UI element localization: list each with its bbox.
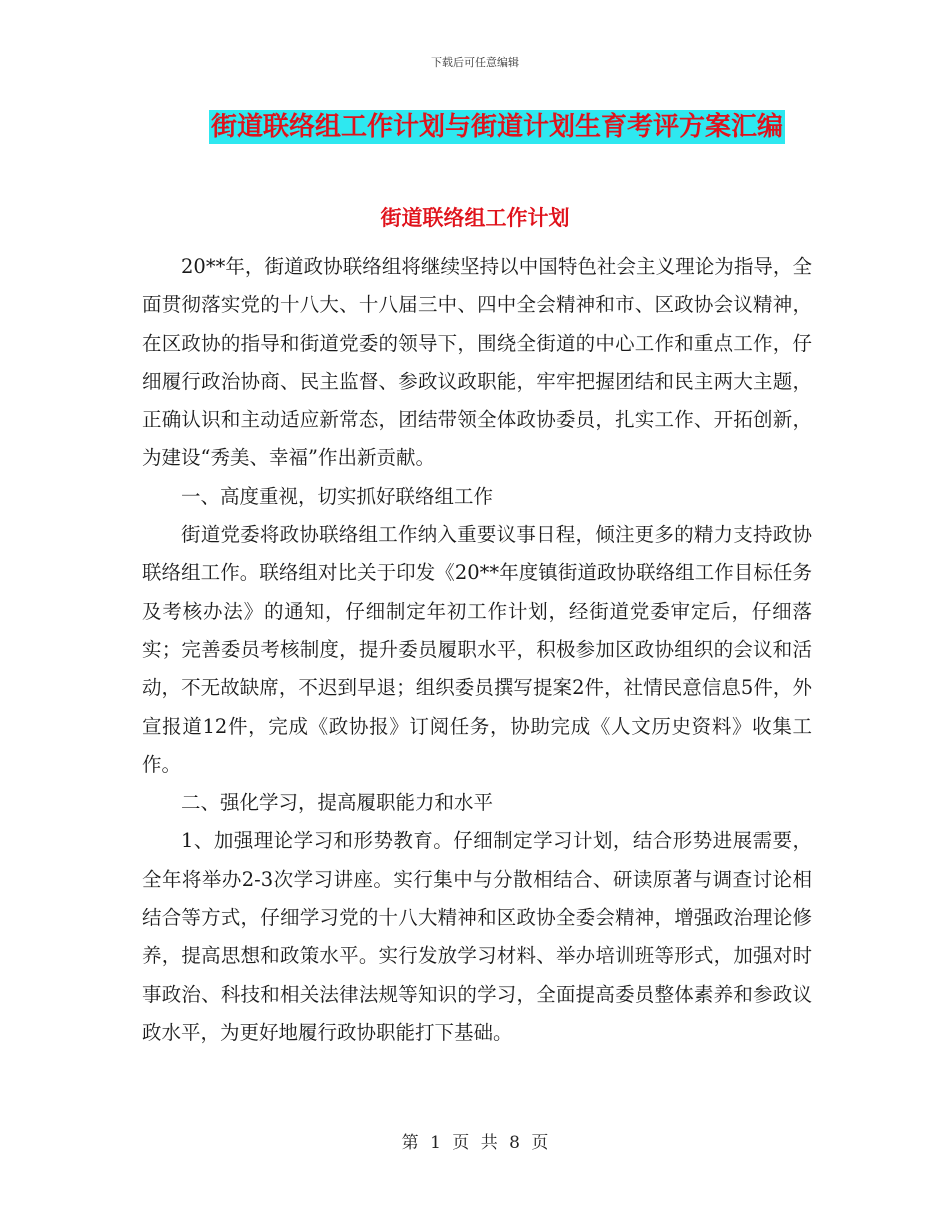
document-body — [142, 248, 812, 1052]
heading-section-2: 二、强化学习，提高履职能力和水平 — [181, 791, 494, 815]
header-note: 下载后可任意编辑 — [431, 56, 519, 69]
paragraph-section-2-item-1: 1、加强理论学习和形势教育。仔细制定学习计划，结合形势进展需要，全年将举办2-3次学习讲座。实行集中与分散相结合、研读原著与调查讨论相结合等方式，仔细学习党的十八大精神和区政协全委会精神，增强政治理论修养，提高思想和政策水平。实行发放学习材料、举办培训班等形式，加强对时事政治、科技和相关法律法规等知识的学习，全面提高委员整体素养和参政议政水平，为更好地履行政协职能打下基础。 — [142, 829, 812, 1044]
document-title: 街道联络组工作计划与街道计划生育考评方案汇编 — [210, 112, 783, 142]
page-number-footer: 第 1 页 共 8 页 — [401, 1133, 549, 1153]
section-title: 街道联络组工作计划 — [380, 205, 570, 230]
paragraph-section-1: 街道党委将政协联络组工作纳入重要议事日程，倾注更多的精力支持政协联络组工作。联络组对比关于印发《20**年度镇街道政协联络组工作目标任务及考核办法》的通知，仔细制定年初工作计划，经街道党委审定后，仔细落实；完善委员考核制度，提升委员履职水平，积极参加区政协组织的会议和活动，不无故缺席，不迟到早退；组织委员撰写提案2件，社情民意信息5件，外宣报道12件，完成《政协报》订阅任务，协助完成《人文历史资料》收集工作。 — [142, 523, 812, 776]
main-title-container — [0, 110, 950, 144]
heading-section-1: 一、高度重视，切实抓好联络组工作 — [181, 484, 494, 508]
paragraph-intro: 20**年，街道政协联络组将继续坚持以中国特色社会主义理论为指导，全面贯彻落实党的十八大、十八届三中、四中全会精神和市、区政协会议精神，在区政协的指导和街道党委的领导下，围绕全街道的中心工作和重点工作，仔细履行政治协商、民主监督、参政议政职能，牢牢把握团结和民主两大主题，正确认识和主动适应新常态，团结带领全体政协委员，扎实工作、开拓创新，为建设“秀美、幸福”作出新贡献。 — [142, 255, 812, 470]
